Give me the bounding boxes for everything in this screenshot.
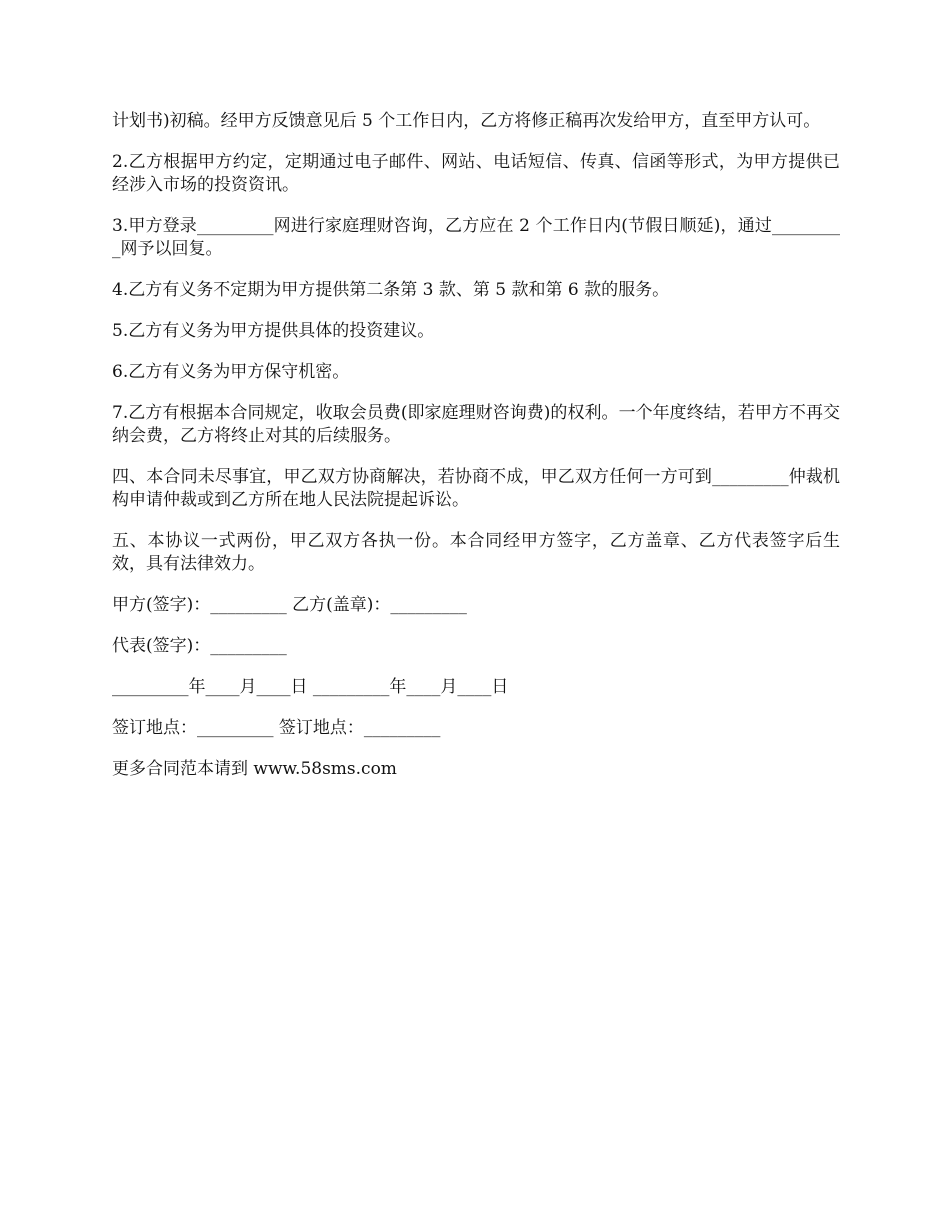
paragraph-section-5: 五、本协议一式两份，甲乙双方各执一份。本合同经甲方签字，乙方盖章、乙方代表签字后生效，具有法律效力。	[112, 531, 840, 574]
signature-date-line: _________年____月____日 _________年____月____日	[112, 677, 509, 697]
paragraph-clause-4: 4.乙方有义务不定期为甲方提供第二条第 3 款、第 5 款和第 6 款的服务。	[112, 280, 670, 300]
footer-more-templates: 更多合同范本请到 www.58sms.com	[112, 759, 397, 779]
paragraph-clause-7: 7.乙方有根据本合同规定，收取会员费(即家庭理财咨询费)的权利。一个年度终结，若甲方不再交纳会费，乙方将终止对其的后续服务。	[112, 403, 840, 446]
paragraph-continuation: 计划书)初稿。经甲方反馈意见后 5 个工作日内，乙方将修正稿再次发给甲方，直至甲方认可。	[112, 111, 821, 131]
paragraph-clause-5: 5.乙方有义务为甲方提供具体的投资建议。	[112, 321, 435, 341]
signature-party-line: 甲方(签字)：_________ 乙方(盖章)：_________	[112, 595, 467, 615]
signing-location-line: 签订地点：_________ 签订地点：_________	[112, 718, 441, 738]
signature-representative-line: 代表(签字)：_________	[112, 636, 287, 656]
paragraph-clause-6: 6.乙方有义务为甲方保守机密。	[112, 362, 350, 382]
paragraph-section-4: 四、本合同未尽事宜，甲乙双方协商解决，若协商不成，甲乙双方任何一方可到_________仲裁机构申请仲裁或到乙方所在地人民法院提起诉讼。	[112, 467, 840, 510]
paragraph-clause-3: 3.甲方登录_________网进行家庭理财咨询，乙方应在 2 个工作日内(节假日顺延)，通过_________网予以回复。	[112, 216, 840, 259]
document-body	[112, 110, 840, 799]
paragraph-clause-2: 2.乙方根据甲方约定，定期通过电子邮件、网站、电话短信、传真、信函等形式，为甲方提供已经涉入市场的投资资讯。	[112, 152, 840, 195]
